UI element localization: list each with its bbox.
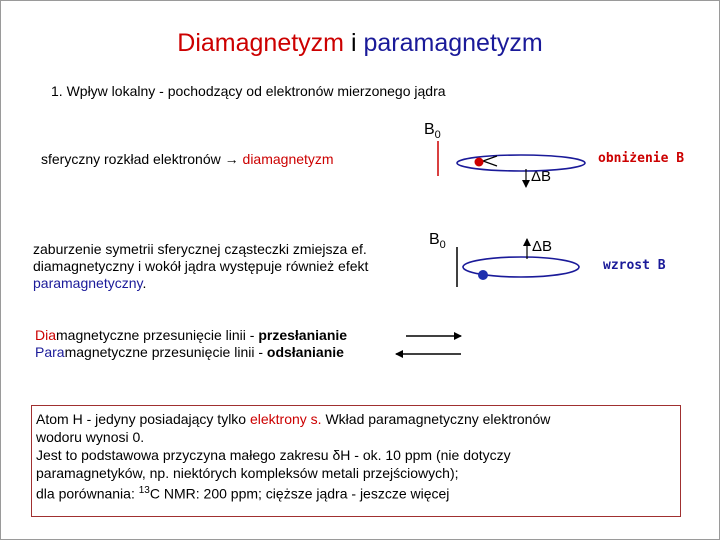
- b0-label-top-main: B: [424, 121, 435, 138]
- box-line-2: wodoru wynosi 0.: [36, 429, 145, 445]
- box-l3-a: Jest to podstawowa przyczyna małego zakresu: [36, 447, 333, 463]
- title-joiner: i: [344, 29, 364, 57]
- box-l5-a: dla porównania:: [36, 485, 139, 502]
- spherical-result: diamagnetyzm: [238, 151, 334, 167]
- para-prefix: Para: [35, 344, 65, 360]
- dia-shielding: przesłanianie: [258, 327, 348, 343]
- point-local-effect: 1. Wpływ lokalny - pochodzący od elektronów mierzonego jądra: [51, 83, 446, 99]
- decrease-b-label: obniżenie B: [598, 151, 685, 166]
- delta-b-label-bottom: ΔB: [532, 238, 553, 255]
- orbit-direction-icon-top: [483, 156, 497, 166]
- b0-label-bottom-main: B: [429, 231, 440, 248]
- delta-b-label-top: ΔB: [531, 168, 552, 185]
- title-diamagnetism: Diamagnetyzm: [177, 29, 345, 57]
- box-l1-b: Wkład paramagnetyczny elektronów: [321, 411, 551, 427]
- dia-mid: magnetyczne przesunięcie linii -: [56, 327, 259, 343]
- diamagnetic-shift-line: [35, 327, 347, 344]
- right-arrow-icon: →: [224, 151, 239, 167]
- box-l1-a: Atom H - jedyny posiadający tylko: [36, 411, 250, 427]
- box-line-3: [36, 446, 676, 464]
- box-line-5: [36, 482, 676, 503]
- electron-dot-bottom: [478, 270, 488, 280]
- spherical-prefix: sferyczny rozkład elektronów: [41, 151, 225, 167]
- increase-b-label: wzrost B: [603, 258, 666, 273]
- box-l1-s-electrons: elektrony s.: [249, 411, 322, 427]
- electron-dot-top: [475, 158, 484, 167]
- perturb-line-1: zaburzenie symetrii sferycznej cząsteczki zmiejsza ef.: [33, 241, 367, 257]
- para-deshielding: odsłanianie: [266, 344, 344, 360]
- para-mid: magnetyczne przesunięcie linii -: [64, 344, 267, 360]
- box-l3-b: H - ok. 10 ppm (nie dotyczy: [340, 447, 511, 463]
- box-l3-delta: δ: [332, 447, 341, 463]
- paramagnetic-shift-line: [35, 344, 347, 361]
- box-line-1: [36, 410, 676, 428]
- perturb-paramagnetic: paramagnetyczny: [33, 275, 143, 291]
- box-line-4: paramagnetyków, np. niektórych kompleksów metali przejściowych);: [36, 465, 459, 481]
- box-l5-b: C NMR: 200 ppm; cięższe jądra - jeszcze więcej: [149, 485, 450, 502]
- shift-lines: [35, 327, 347, 361]
- perturb-period: .: [142, 275, 147, 291]
- box-l5-sup: 13: [138, 485, 150, 496]
- b0-label-top-sub: 0: [434, 129, 441, 142]
- hydrogen-info-box: [31, 405, 681, 517]
- dia-prefix: Dia: [35, 327, 57, 343]
- b0-label-bottom-sub: 0: [439, 239, 446, 252]
- title-paramagnetism: paramagnetyzm: [363, 29, 543, 57]
- perturb-line-2: diamagnetyczny i wokół jądra występuje również efekt: [33, 258, 369, 274]
